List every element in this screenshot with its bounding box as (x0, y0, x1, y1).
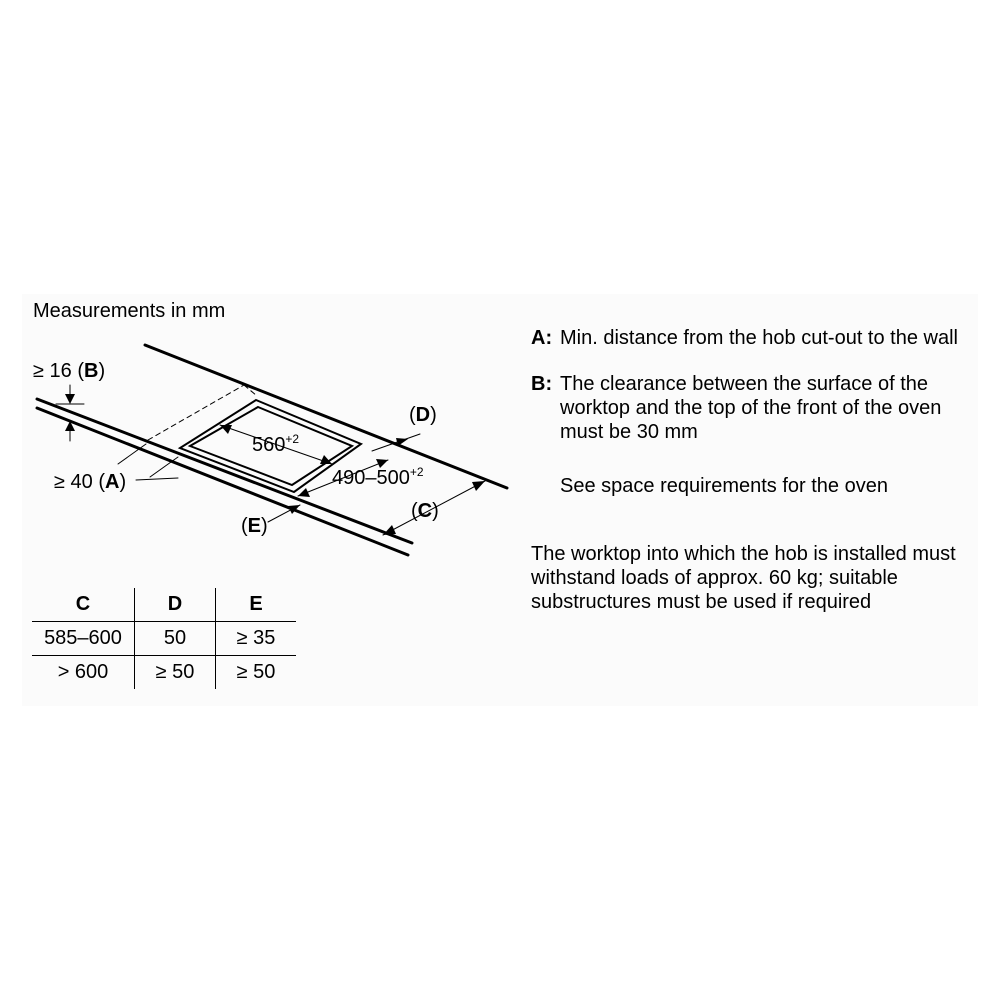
note-load: The worktop into which the hob is installed must withstand loads of approx. 60 kg; suitable substructures must be used if required (531, 543, 956, 613)
worktop-back-edge (145, 345, 507, 488)
table-cell: ≥ 50 (236, 661, 276, 683)
dim-depth-arrowhead-bottom (298, 488, 310, 497)
clearance-table (32, 588, 296, 689)
dim-c-arrowhead-bottom (383, 525, 396, 535)
col-header-e: E (216, 588, 297, 622)
label-cutout-depth: $490-500^{+2}$ (332, 465, 424, 489)
table-cell: > 600 (32, 656, 135, 690)
table-cell: 50 (135, 622, 216, 656)
note-b-key: B: (531, 373, 553, 395)
col-header-d: D (135, 588, 216, 622)
dim-d-arrowhead (396, 438, 408, 446)
notes (531, 326, 971, 614)
measurements-heading: Measurements in mm (33, 300, 226, 322)
table-row (32, 656, 296, 690)
hob-outline-dashed-back (148, 385, 244, 440)
note-a-key: A: (531, 327, 553, 349)
note-a-text: Min. distance from the hob cut-out to the wall (560, 327, 958, 349)
dim-a-tick-right (150, 457, 178, 477)
label-cutout-width: $560^{+2}$ (252, 432, 300, 456)
dim-b-arrowhead-top (65, 394, 75, 404)
table-cell: ≥ 50 (135, 656, 216, 690)
table-cell: 585–600 (32, 622, 135, 656)
dim-c-arrowhead-top (472, 481, 485, 491)
col-header-c: C (32, 588, 135, 622)
note-oven: See space requirements for the oven (560, 475, 888, 497)
note-b-text: The clearance between the surface of the worktop and the top of the front of the oven must be 30 mm (560, 373, 942, 443)
label-d: (D) (409, 404, 437, 426)
dim-width-arrowhead-left (220, 425, 232, 434)
label-b: ≥ 16 (B) (33, 360, 106, 382)
label-c: (C) (411, 500, 439, 522)
label-e: (E) (241, 515, 268, 537)
note-a (531, 326, 971, 350)
note-b (531, 372, 971, 444)
table-row (32, 622, 296, 656)
label-a: ≥ 40 (A) (54, 471, 127, 493)
table-cell: ≥ 35 (216, 622, 297, 656)
dim-a-leader (136, 478, 178, 480)
table-header-row (32, 588, 296, 622)
